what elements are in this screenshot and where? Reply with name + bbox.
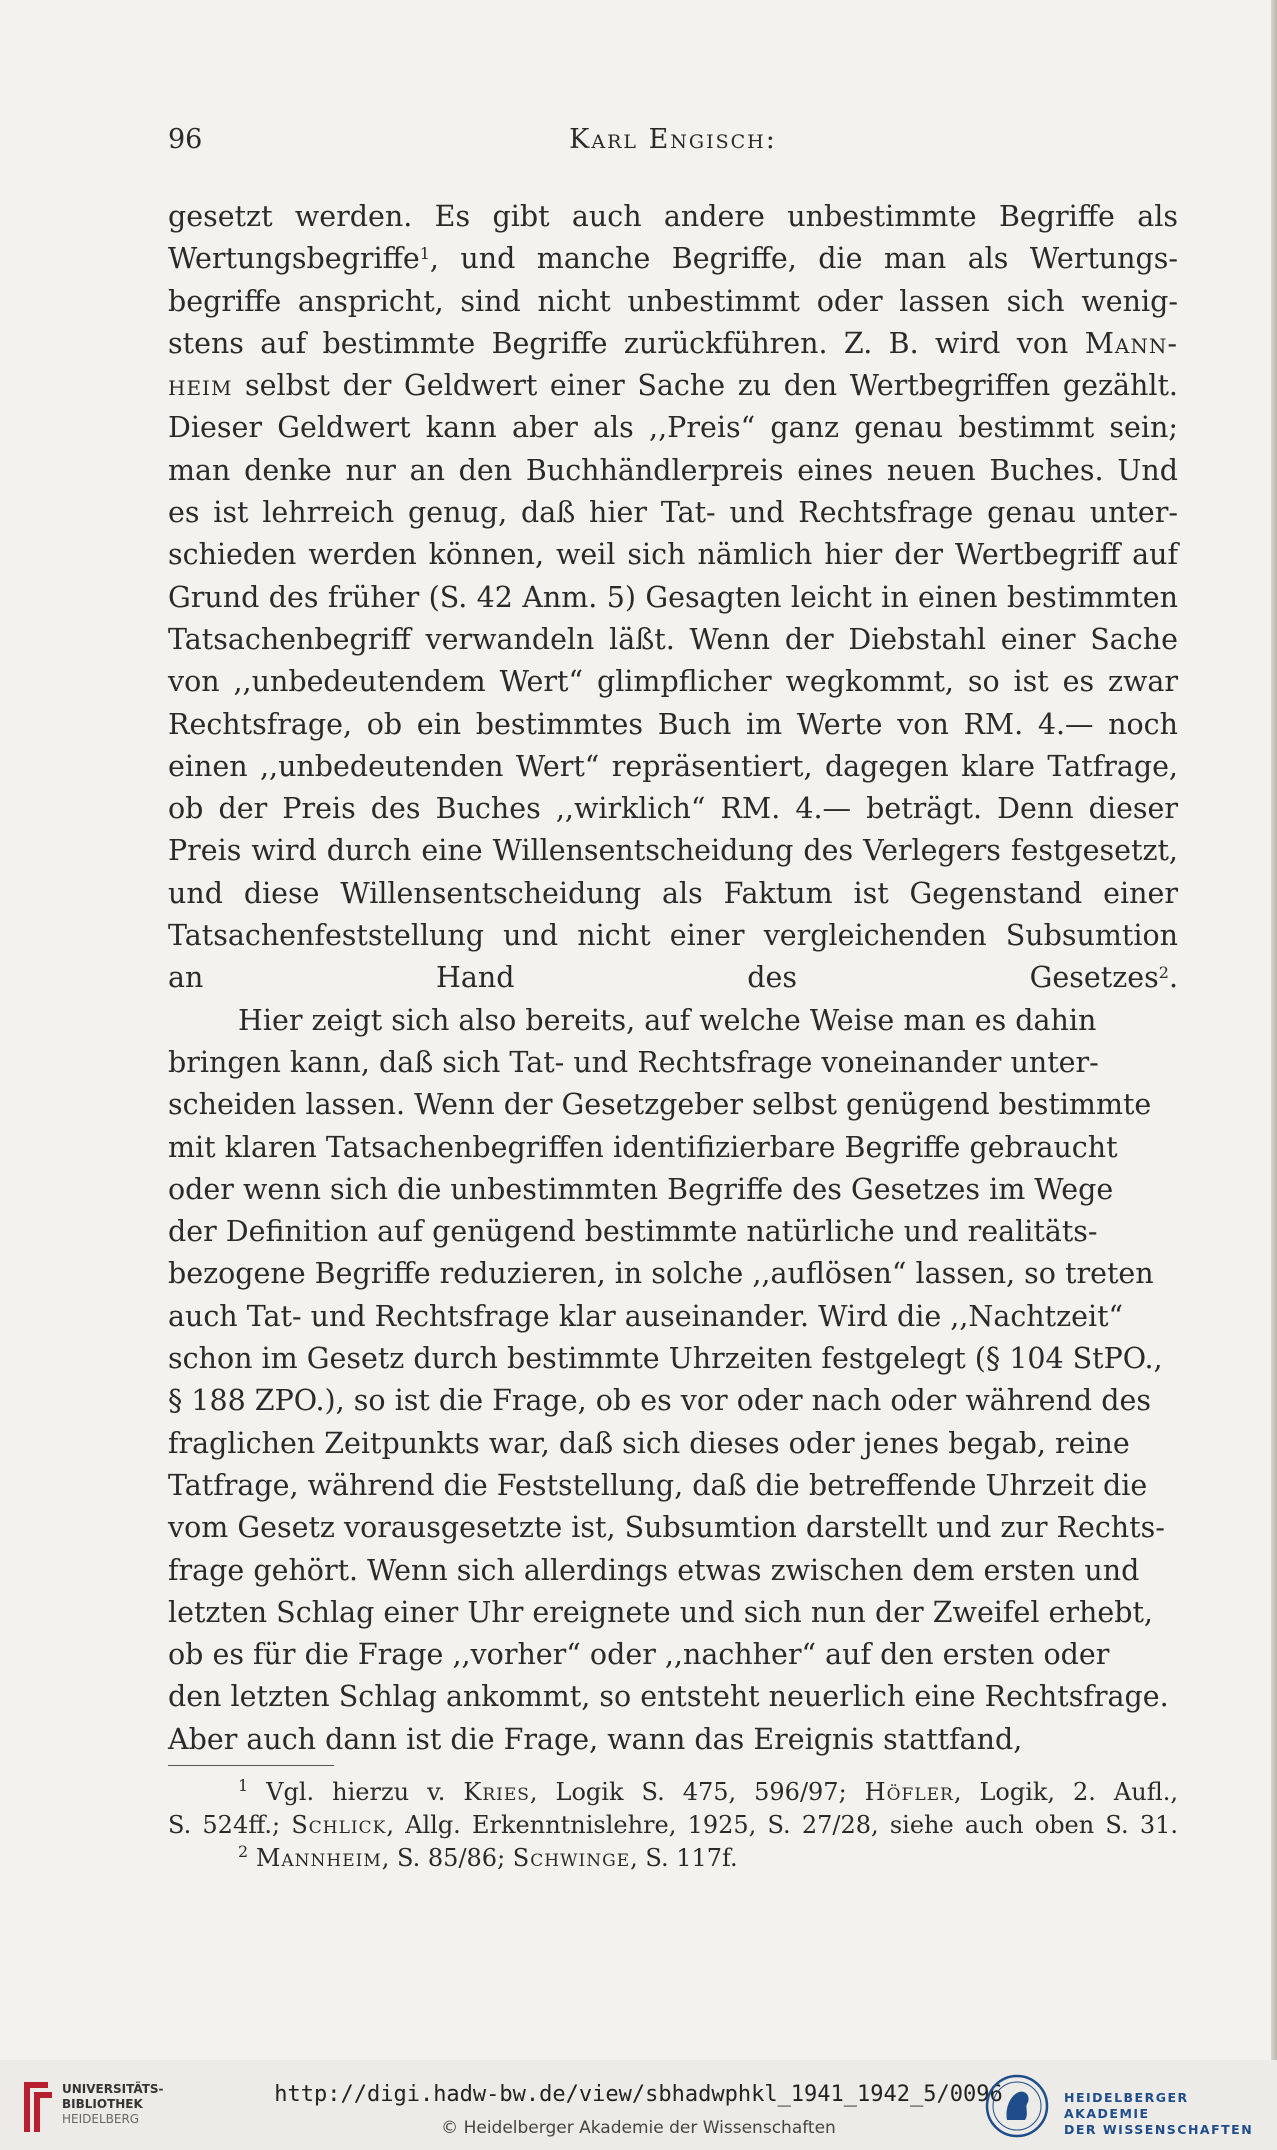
footnote-1: $^1$ Vgl. hierzu v. Kries, Logik S. 475, 596/97; Höfler, Logik, 2. Aufl., S. 524ff.; Schlick, Allg. Erkenntnislehre, 1925, S. 27/28, siehe auch oben S. 31. — [168, 1776, 1178, 1839]
paragraph-2: Hier zeigt sich also bereits, auf welche Weise man es dahin bringen kann, daß sich Tat- und Rechtsfrage voneinander unter- scheiden lassen. Wenn der Gesetzgeber selbst genügend bestimmte mit klaren Tatsachenbegriffen identifizierbare Begriffe gebraucht oder wenn sich die unbestimmten Begriffe des Gesetzes im Wege der Definition auf genügend bestimmte natürliche und realitäts- bezogene Begriffe reduzieren, in solche ,,auflösen“ lassen, so treten auch Tat- und Rechtsfrage klar auseinander. Wird die ,,Nachtzeit“ schon im Gesetz durch bestimmte Uhrzeiten festgelegt (§ 104 StPO., § 188 ZPO.), so ist die Frage, ob es vor oder nach oder während des fraglichen Zeitpunkts war, daß sich dieses oder jenes begab, reine Tatfrage, während die Feststellung, daß die betreffende Uhrzeit die vom Gesetz vorausgesetzte ist, Subsumtion darstellt und zur Rechts- frage gehört. Wenn sich allerdings etwas zwischen dem ersten und letzten Schlag einer Uhr ereignete und sich nun der Zweifel erhebt, ob es für die Frage ,,vorher“ oder ,,nachher“ auf den ersten oder den letzten Schlag ankommt, so entsteht neuerlich eine Rechtsfrage. Aber auch dann ist die Frage, wann das Ereignis stattfand, — [168, 1003, 1169, 1756]
paragraph-1: gesetzt werden. Es gibt auch andere unbestimmte Begriffe als Wertungsbegriffe$^1$, und manche Begriffe, die man als Wertungs- begriffe anspricht, sind nicht unbestimmt oder lassen sich wenig- stens auf bestimmte Begriffe zurückführen. Z. B. wird von Mann- heim selbst der Geldwert einer Sache zu den Wertbegriffen gezählt. Dieser Geldwert kann aber als ,,Preis“ ganz genau bestimmt sein; man denke nur an den Buchhändlerpreis eines neuen Buches. Und es ist lehrreich genug, daß hier Tat- und Rechtsfrage genau unter- schieden werden können, weil sich nämlich hier der Wertbegriff auf Grund des früher (S. 42 Anm. 5) Gesagten leicht in einen bestimmten Tatsachenbegriff verwandeln läßt. Wenn der Diebstahl einer Sache von ,,unbedeutendem Wert“ glimpflicher wegkommt, so ist es zwar Rechtsfrage, ob ein bestimmtes Buch im Werte von RM. 4.— noch einen ,,unbedeutenden Wert“ repräsentiert, dagegen klare Tatfrage, ob der Preis des Buches ,,wirklich“ RM. 4.— beträgt. Denn dieser Preis wird durch eine Willensentscheidung des Verlegers festgesetzt, und diese Willensentscheidung als Faktum ist Gegenstand einer Tatsachenfeststellung und nicht einer vergleichenden Subsumtion an Hand des Gesetzes$^2$. — [168, 200, 1178, 995]
page-number: 96 — [168, 124, 203, 155]
footnote-ref-2[interactable]: 2 — [1158, 963, 1169, 983]
academy-name: HEIDELBERGER AKADEMIE DER WISSENSCHAFTEN — [1064, 2090, 1254, 2137]
footnote-ref-1[interactable]: 1 — [419, 244, 430, 264]
library-name: UNIVERSITÄTS- BIBLIOTHEK HEIDELBERG — [62, 2082, 164, 2126]
page-edge — [1271, 0, 1277, 2150]
page-header — [168, 124, 1178, 164]
footnote-2: $^2$ Mannheim, S. 85/86; Schwinge, S. 117f. — [238, 1842, 738, 1872]
running-title: Karl Engisch: — [569, 124, 777, 155]
footnotes — [168, 1776, 1178, 1875]
footnote-divider — [168, 1765, 334, 1766]
viewer-footer — [0, 2060, 1277, 2150]
copyright-notice: © Heidelberger Akademie der Wissenschaften — [441, 2118, 836, 2138]
body-text — [168, 196, 1178, 1761]
permalink-url[interactable]: http://digi.hadw-bw.de/view/sbhadwphkl_1941_1942_5/0096 — [274, 2082, 1003, 2107]
academy-seal-icon — [985, 2074, 1049, 2138]
